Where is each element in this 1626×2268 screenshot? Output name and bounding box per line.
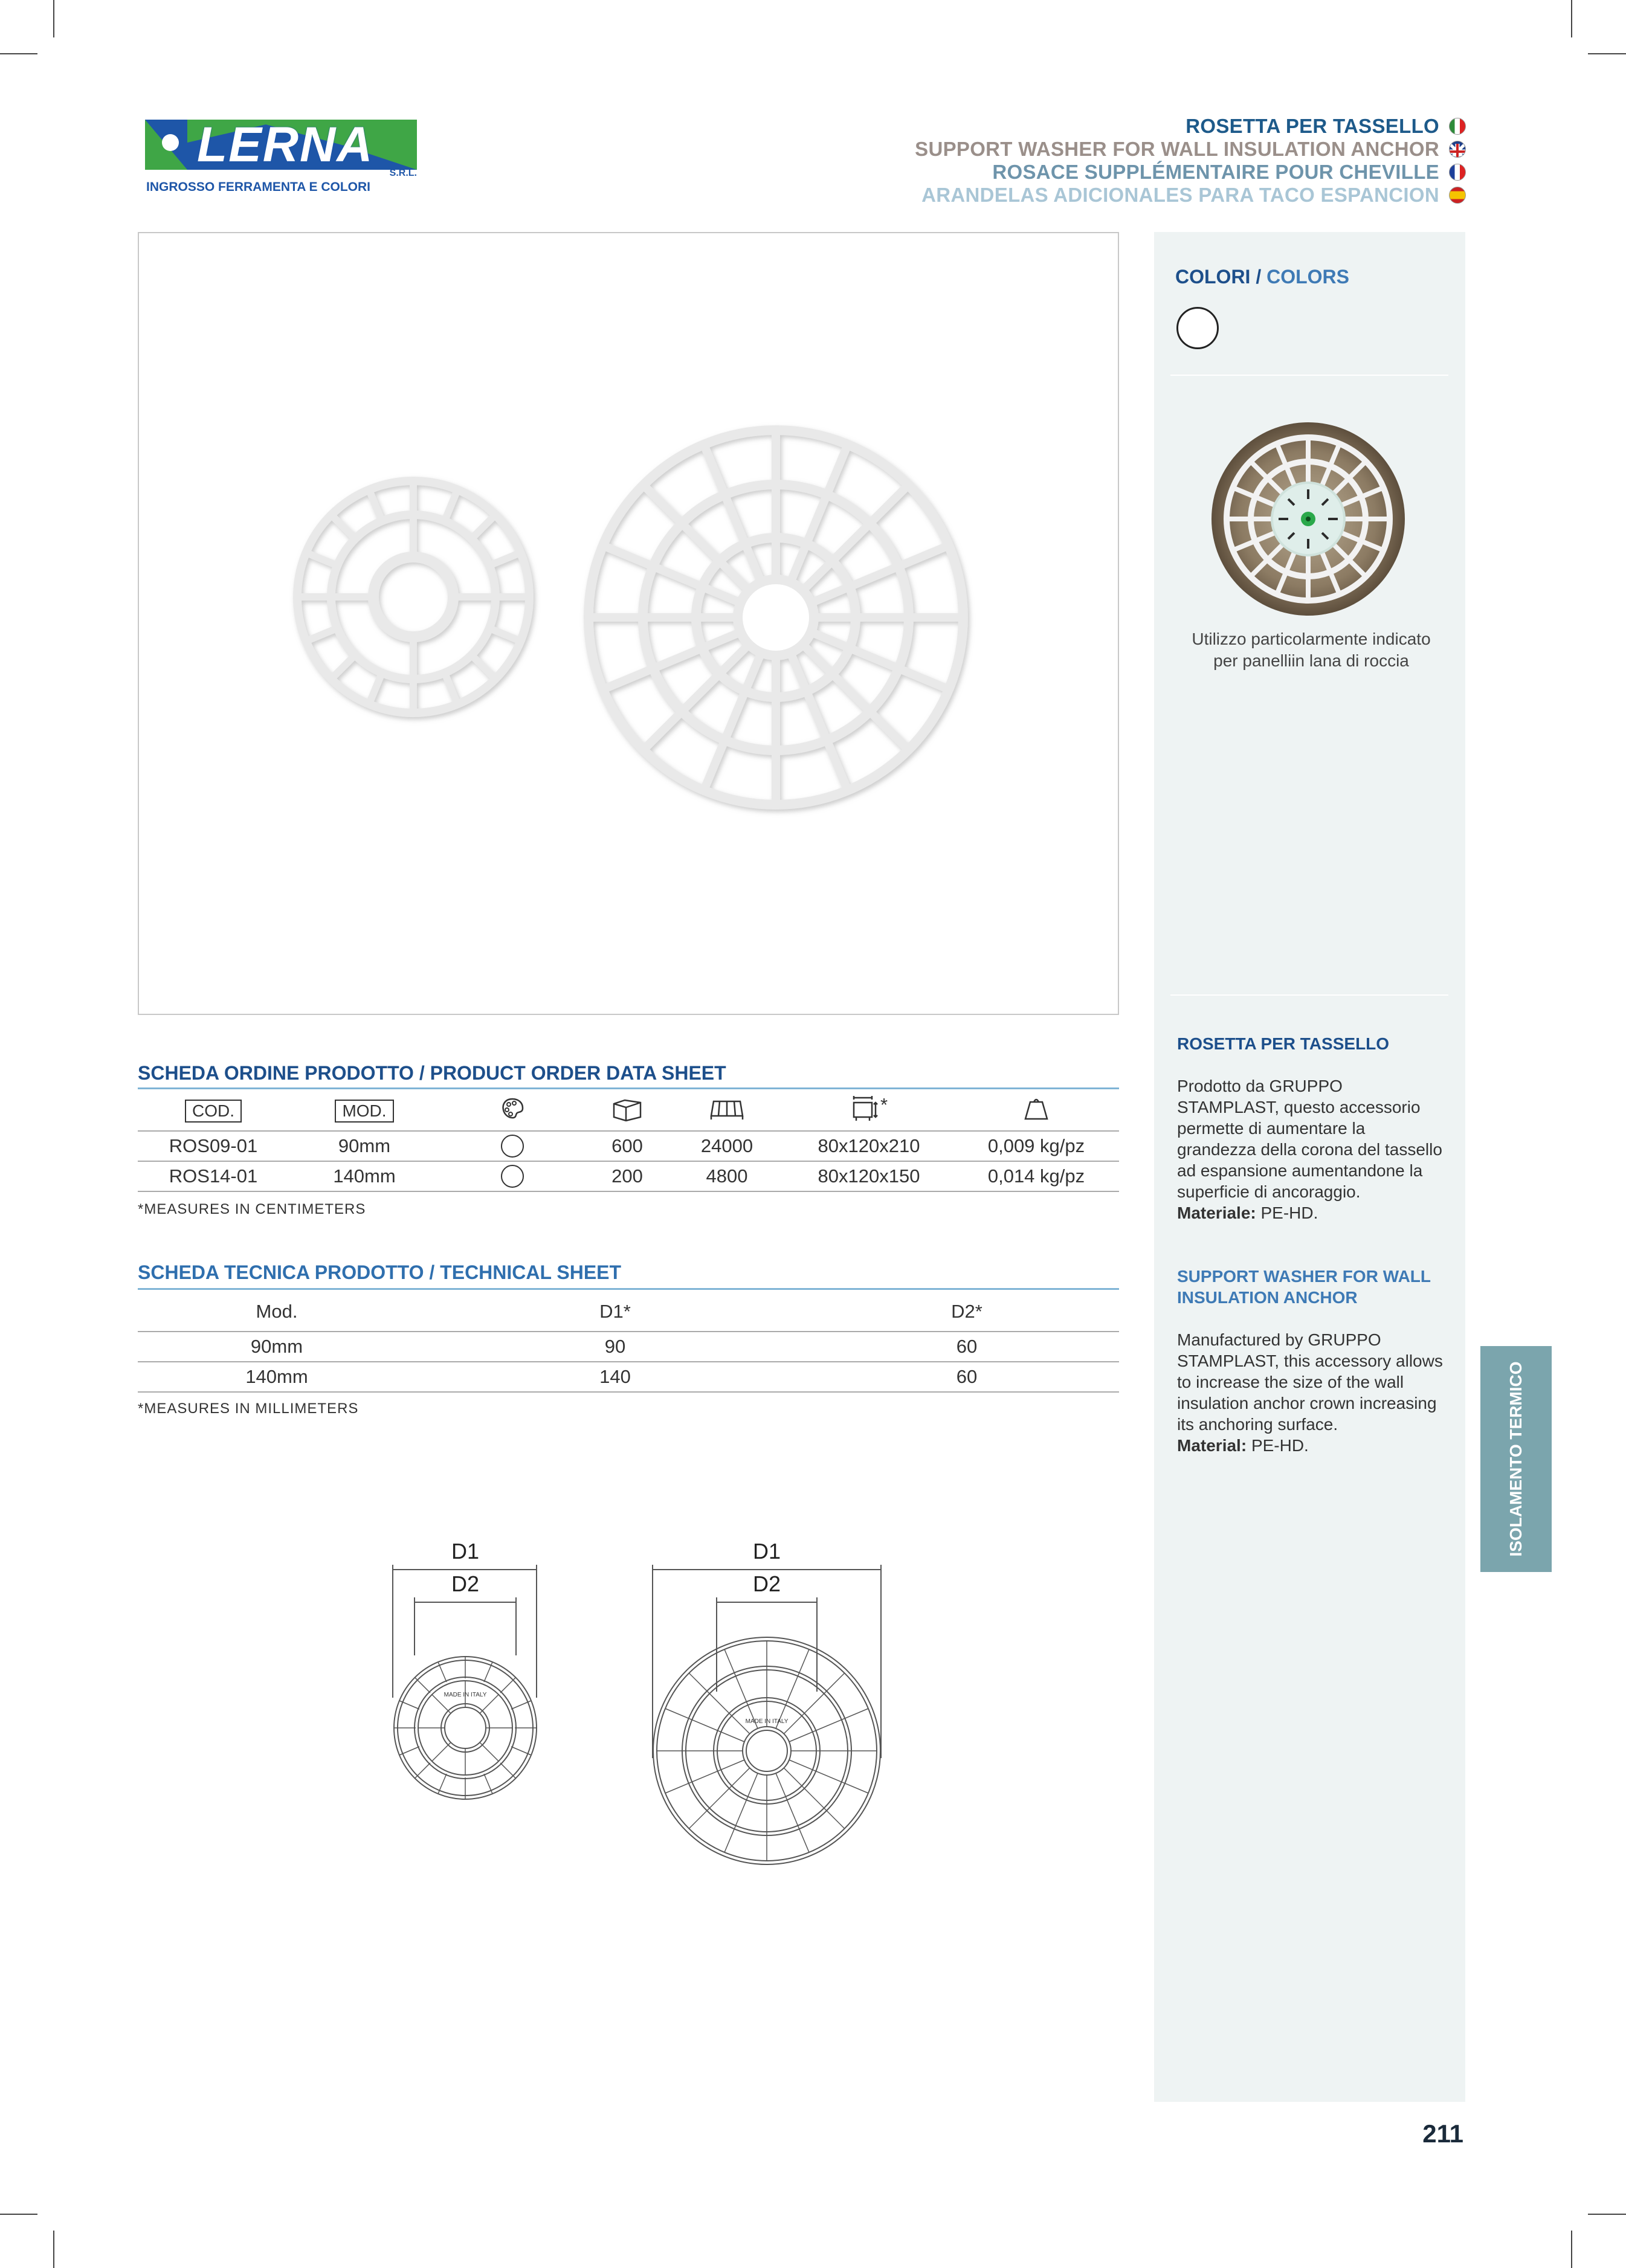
- cell-pallet: 24000: [700, 1135, 753, 1156]
- title-es: [915, 184, 1466, 207]
- desc-en: [1177, 1329, 1443, 1456]
- colors-label-en: COLORS: [1266, 266, 1349, 288]
- title-fr-text: ROSACE SUPPLÉMENTAIRE POUR CHEVILLE: [992, 161, 1439, 183]
- cell-pallet: 4800: [706, 1165, 748, 1187]
- mod-header: [289, 1091, 440, 1131]
- colors-separator: /: [1250, 266, 1267, 288]
- cell-d2: 60: [956, 1366, 978, 1387]
- order-sheet-note: *MEASURES IN CENTIMETERS: [138, 1201, 366, 1217]
- fr-flag-icon: [1449, 164, 1466, 181]
- table-row: [138, 1362, 1119, 1392]
- desc-it-title: ROSETTA PER TASSELLO: [1177, 1034, 1390, 1053]
- company-logo: [145, 118, 417, 197]
- crop-mark: [0, 2214, 37, 2215]
- cell-d1: 140: [599, 1366, 631, 1387]
- logo-tagline: INGROSSO FERRAMENTA E COLORI: [146, 180, 371, 194]
- cell-mod: 90mm: [250, 1336, 303, 1357]
- table-row: [138, 1161, 1119, 1191]
- table-row: [138, 1131, 1119, 1161]
- tech-table: [138, 1292, 1119, 1393]
- order-header-row: [138, 1091, 1119, 1131]
- order-sheet-rule: [138, 1087, 1119, 1089]
- d1-label-small: D1: [451, 1539, 480, 1564]
- logo-suffix: S.R.L.: [389, 168, 417, 178]
- cell-box: 600: [611, 1135, 643, 1156]
- desc-it-material-label: Materiale:: [1177, 1203, 1256, 1222]
- sidebar-divider: [1170, 994, 1448, 996]
- color-swatch-white[interactable]: [1176, 307, 1219, 349]
- d1-column-header: D1*: [599, 1300, 631, 1322]
- desc-it-material: PE-HD.: [1260, 1203, 1318, 1222]
- cell-cod: ROS09-01: [169, 1135, 258, 1156]
- cell-box: 200: [611, 1165, 643, 1187]
- title-es-text: ARANDELAS ADICIONALES PARA TACO ESPANCION: [921, 184, 1439, 206]
- desc-it: [1177, 1075, 1443, 1223]
- mod-column-header: Mod.: [256, 1300, 298, 1322]
- desc-it-body: Prodotto da GRUPPO STAMPLAST, questo accessorio permette di aumentare la grandezza della corona del tassello ad espansione aumentandone la superficie di ancoraggio.: [1177, 1077, 1442, 1201]
- title-en-text: SUPPORT WASHER FOR WALL INSULATION ANCHOR: [915, 138, 1439, 160]
- d2-label-large: D2: [752, 1571, 781, 1596]
- tech-sheet-rule: [138, 1288, 1119, 1290]
- cell-color: [440, 1161, 585, 1191]
- title-it-text: ROSETTA PER TASSELLO: [1186, 115, 1439, 137]
- washer-large: [589, 430, 963, 805]
- tech-sheet-note: *MEASURES IN MILLIMETERS: [138, 1400, 359, 1417]
- dimensions-asterisk: *: [880, 1094, 888, 1115]
- made-in-italy-stamp: MADE IN ITALY: [745, 1718, 789, 1725]
- order-sheet-title: SCHEDA ORDINE PRODOTTO / PRODUCT ORDER DATA SHEET: [138, 1062, 726, 1084]
- product-photo: [139, 233, 1118, 1014]
- cell-dims: 80x120x150: [818, 1165, 920, 1187]
- tech-header-row: [138, 1292, 1119, 1332]
- title-fr: [915, 161, 1466, 184]
- cell-mod: 140mm: [333, 1165, 396, 1187]
- uk-flag-icon: [1449, 141, 1466, 158]
- cell-d1: 90: [604, 1336, 626, 1357]
- box-icon: [585, 1091, 669, 1131]
- crop-mark: [1571, 2231, 1572, 2268]
- cell-cod: ROS14-01: [169, 1165, 258, 1187]
- crop-mark: [1571, 0, 1572, 37]
- cell-mod: 140mm: [245, 1366, 308, 1387]
- crop-mark: [1588, 2214, 1626, 2215]
- order-table: [138, 1091, 1119, 1192]
- d2-label-small: D2: [451, 1571, 480, 1596]
- cell-d2: 60: [956, 1336, 978, 1357]
- pallet-dimensions-icon: [784, 1091, 953, 1131]
- logo-name: LERNA: [197, 117, 374, 172]
- title-it: [915, 115, 1466, 138]
- title-en: [915, 138, 1466, 161]
- colors-heading: [1175, 266, 1349, 288]
- usage-caption: Utilizzo particolarmente indicato per panelliin lana di roccia: [1192, 630, 1431, 670]
- desc-en-material: PE-HD.: [1251, 1436, 1309, 1455]
- weight-icon: [953, 1091, 1119, 1131]
- cell-weight: 0,014 kg/pz: [987, 1165, 1085, 1187]
- product-image-frame: [138, 232, 1119, 1015]
- crop-mark: [53, 0, 54, 37]
- sidebar-divider: [1170, 375, 1448, 376]
- color-palette-icon: [440, 1091, 585, 1131]
- cell-color: [440, 1131, 585, 1161]
- d2-column-header: D2*: [951, 1300, 982, 1322]
- section-tab-label: ISOLAMENTO TERMICO: [1506, 1361, 1525, 1557]
- usage-photo: [1211, 422, 1405, 616]
- pallet-icon: [669, 1091, 784, 1131]
- desc-en-body: Manufactured by GRUPPO STAMPLAST, this accessory allows to increase the size of the wall insulation anchor crown increasing its anchoring surface.: [1177, 1330, 1443, 1434]
- crop-mark: [0, 53, 37, 54]
- white-color-icon: [501, 1135, 524, 1158]
- cod-label: COD.: [185, 1100, 242, 1123]
- tech-sheet-title: SCHEDA TECNICA PRODOTTO / TECHNICAL SHEET: [138, 1261, 622, 1283]
- it-flag-icon: [1449, 118, 1466, 135]
- crop-mark: [53, 2231, 54, 2268]
- es-flag-icon: [1449, 187, 1466, 204]
- white-color-icon: [501, 1165, 524, 1188]
- product-titles: [915, 115, 1466, 207]
- table-row: [138, 1332, 1119, 1362]
- cell-dims: 80x120x210: [818, 1135, 920, 1156]
- made-in-italy-stamp: MADE IN ITALY: [444, 1692, 487, 1698]
- d1-label-large: D1: [752, 1539, 781, 1564]
- desc-en-material-label: Material:: [1177, 1436, 1247, 1455]
- cod-header: [138, 1091, 289, 1131]
- page-number: 211: [1422, 2119, 1463, 2148]
- mod-label: MOD.: [335, 1100, 393, 1123]
- desc-en-title: SUPPORT WASHER FOR WALL INSULATION ANCHOR: [1177, 1267, 1431, 1307]
- cell-weight: 0,009 kg/pz: [987, 1135, 1085, 1156]
- crop-mark: [1588, 53, 1626, 54]
- section-tab[interactable]: [1480, 1346, 1552, 1572]
- technical-drawing: [375, 1535, 955, 1873]
- colors-label-it: COLORI: [1175, 266, 1251, 288]
- cell-mod: 90mm: [338, 1135, 391, 1156]
- washer-small: [295, 478, 532, 715]
